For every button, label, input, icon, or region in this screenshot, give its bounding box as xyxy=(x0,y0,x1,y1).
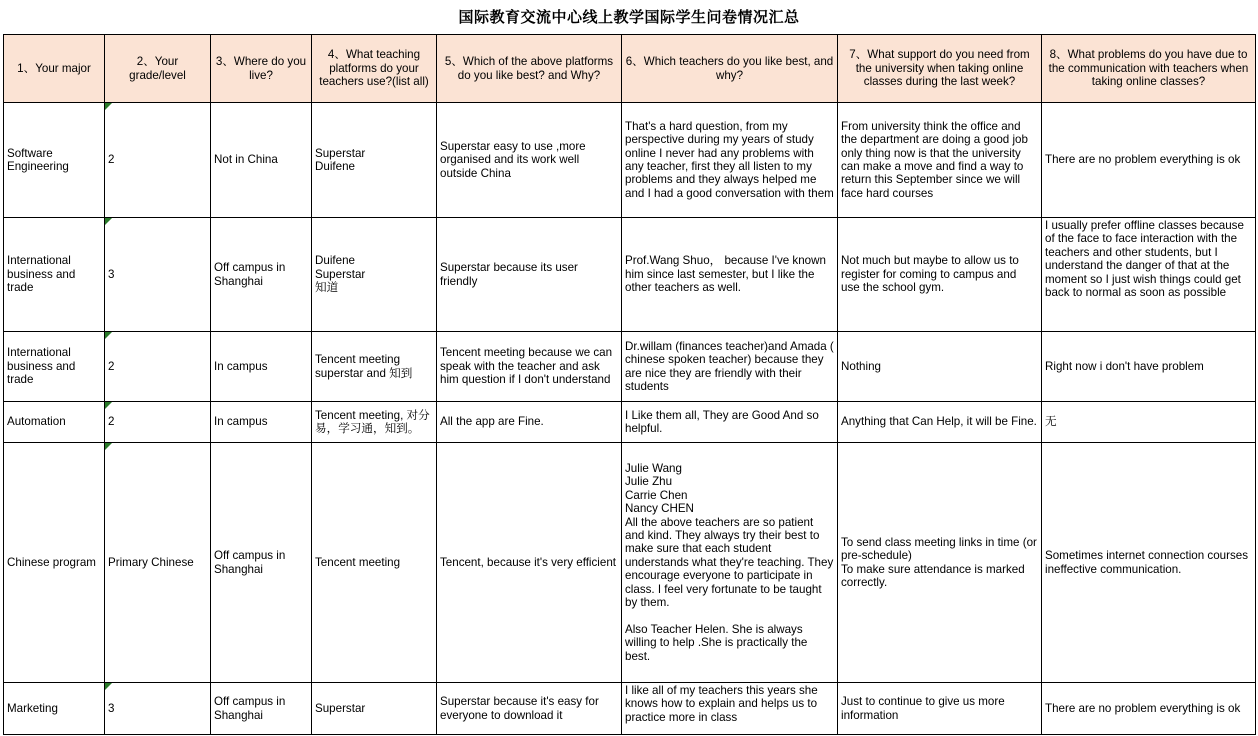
header-row xyxy=(4,35,1256,103)
header-residence[interactable]: 3、Where do you live? xyxy=(211,35,312,103)
cell-best-teachers[interactable]: Dr.willam (finances teacher)and Amada ( chinese spoken teacher) because they are nice they are friendly with their students xyxy=(622,332,838,402)
table-row xyxy=(4,443,1256,683)
cell-best-platform[interactable]: Superstar easy to use ,more organised and its work well outside China xyxy=(437,103,622,218)
cell-problems[interactable]: There are no problem everything is ok xyxy=(1042,103,1256,218)
cell-support[interactable]: Not much but maybe to allow us to register for coming to campus and use the school gym. xyxy=(838,218,1042,332)
cell-residence[interactable]: In campus xyxy=(211,332,312,402)
cell-grade[interactable]: 2 xyxy=(105,402,211,443)
header-grade[interactable]: 2、Your grade/level xyxy=(105,35,211,103)
table-row xyxy=(4,683,1256,735)
cell-problems[interactable]: Right now i don't have problem xyxy=(1042,332,1256,402)
cell-grade[interactable]: Primary Chinese xyxy=(105,443,211,683)
cell-support[interactable]: Just to continue to give us more information xyxy=(838,683,1042,735)
cell-best-teachers[interactable]: Julie Wang Julie Zhu Carrie Chen Nancy CHEN All the above teachers are so patient and kind. They always try their best to make sure that each student understands what they're teaching. They encourage everyone to participate in class. I feel very fortunate to be taught by them. Also Teacher Helen. She is always willing to help .She is practically the best. xyxy=(622,443,838,683)
cell-support[interactable]: Nothing xyxy=(838,332,1042,402)
cell-grade[interactable]: 2 xyxy=(105,103,211,218)
cell-best-platform[interactable]: Superstar because it's easy for everyone to download it xyxy=(437,683,622,735)
cell-residence[interactable]: Off campus in Shanghai xyxy=(211,443,312,683)
cell-grade[interactable]: 3 xyxy=(105,218,211,332)
table-row xyxy=(4,402,1256,443)
cell-best-platform[interactable]: Tencent meeting because we can speak with the teacher and ask him question if I don't understand xyxy=(437,332,622,402)
table-row xyxy=(4,103,1256,218)
cell-best-teachers[interactable]: I like all of my teachers this years she knows how to explain and helps us to practice more in class xyxy=(622,683,838,735)
cell-major[interactable]: Chinese program xyxy=(4,443,105,683)
table-row xyxy=(4,332,1256,402)
cell-platforms[interactable]: Tencent meeting, 对分易，学习通，知到。 xyxy=(312,402,437,443)
cell-residence[interactable]: Off campus in Shanghai xyxy=(211,218,312,332)
table-row xyxy=(4,218,1256,332)
header-best-teachers[interactable]: 6、Which teachers do you like best, and why? xyxy=(622,35,838,103)
cell-major[interactable]: Automation xyxy=(4,402,105,443)
cell-platforms[interactable]: Superstar xyxy=(312,683,437,735)
cell-grade[interactable]: 3 xyxy=(105,683,211,735)
cell-platforms[interactable]: Duifene Superstar 知道 xyxy=(312,218,437,332)
cell-residence[interactable]: Not in China xyxy=(211,103,312,218)
sheet-title: 国际教育交流中心线上教学国际学生问卷情况汇总 xyxy=(458,8,800,26)
cell-problems[interactable]: I usually prefer offline classes because of the face to face interaction with the teachers and other students, but I understand the danger of that at the moment so I just wish things could get back to normal as soon as possible xyxy=(1042,218,1256,332)
cell-support[interactable]: From university think the office and the department are doing a good job only thing now is that the university can make a move and find a way to return this September since we will face hard courses xyxy=(838,103,1042,218)
cell-major[interactable]: International business and trade xyxy=(4,218,105,332)
cell-residence[interactable]: Off campus in Shanghai xyxy=(211,683,312,735)
header-best-platform[interactable]: 5、Which of the above platforms do you like best? and Why? xyxy=(437,35,622,103)
cell-platforms[interactable]: Tencent meeting superstar and 知到 xyxy=(312,332,437,402)
survey-table xyxy=(3,34,1256,735)
cell-support[interactable]: To send class meeting links in time (or pre-schedule) To make sure attendance is marked correctly. xyxy=(838,443,1042,683)
cell-best-teachers[interactable]: I Like them all, They are Good And so helpful. xyxy=(622,402,838,443)
cell-support[interactable]: Anything that Can Help, it will be Fine. xyxy=(838,402,1042,443)
cell-best-platform[interactable]: All the app are Fine. xyxy=(437,402,622,443)
cell-best-teachers[interactable]: That's a hard question, from my perspective during my years of study online I never had any problems with any teacher, first they all listen to my problems and they always helped me and I had a good conversation with them xyxy=(622,103,838,218)
cell-residence[interactable]: In campus xyxy=(211,402,312,443)
cell-grade[interactable]: 2 xyxy=(105,332,211,402)
cell-best-teachers[interactable]: Prof.Wang Shuo， because I've known him since last semester, but I like the other teachers as well. xyxy=(622,218,838,332)
header-major[interactable]: 1、Your major xyxy=(4,35,105,103)
cell-best-platform[interactable]: Superstar because its user friendly xyxy=(437,218,622,332)
cell-problems[interactable]: Sometimes internet connection courses ineffective communication. xyxy=(1042,443,1256,683)
cell-best-platform[interactable]: Tencent, because it's very efficient xyxy=(437,443,622,683)
header-problems[interactable]: 8、What problems do you have due to the communication with teachers when taking online classes? xyxy=(1042,35,1256,103)
cell-platforms[interactable]: Superstar Duifene xyxy=(312,103,437,218)
header-support[interactable]: 7、What support do you need from the university when taking online classes during the last week? xyxy=(838,35,1042,103)
cell-problems[interactable]: 无 xyxy=(1042,402,1256,443)
header-platforms[interactable]: 4、What teaching platforms do your teachers use?(list all) xyxy=(312,35,437,103)
cell-major[interactable]: International business and trade xyxy=(4,332,105,402)
cell-major[interactable]: Marketing xyxy=(4,683,105,735)
cell-problems[interactable]: There are no problem everything is ok xyxy=(1042,683,1256,735)
cell-major[interactable]: Software Engineering xyxy=(4,103,105,218)
cell-platforms[interactable]: Tencent meeting xyxy=(312,443,437,683)
